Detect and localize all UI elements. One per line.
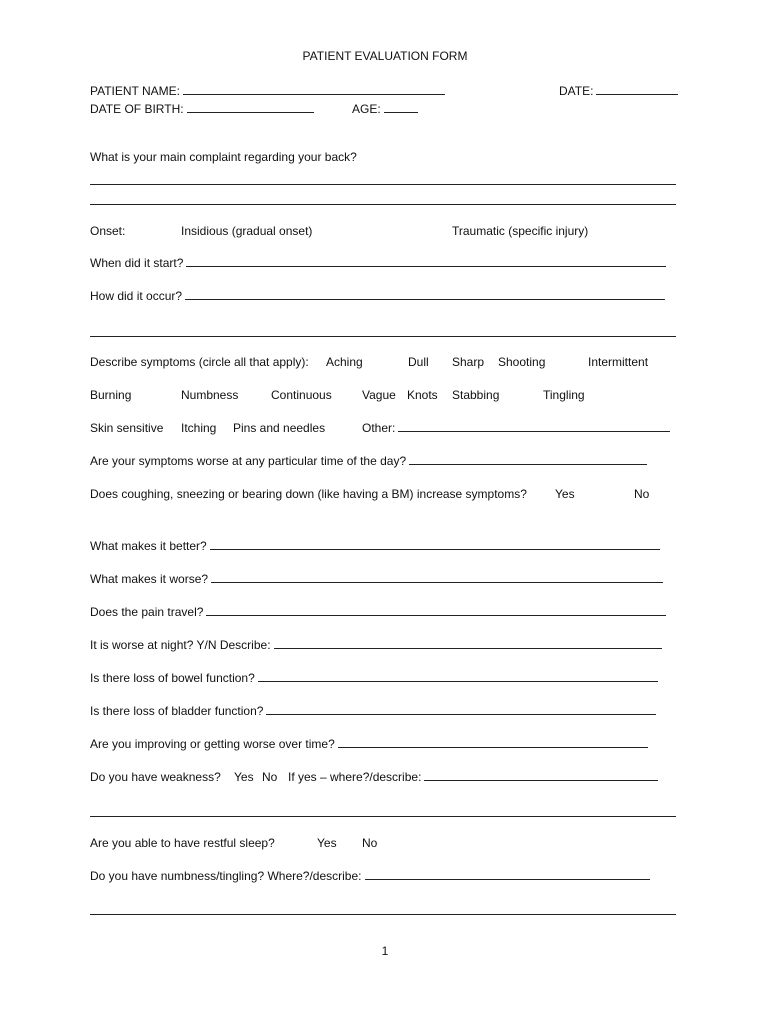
symptom-option[interactable]: Continuous bbox=[271, 388, 332, 402]
weakness-describe-field[interactable] bbox=[424, 770, 658, 781]
how-occur-line-2[interactable] bbox=[90, 336, 676, 337]
bowel-question: Is there loss of bowel function? bbox=[90, 671, 255, 685]
age-field[interactable] bbox=[384, 102, 418, 113]
symptom-option[interactable]: Tingling bbox=[543, 388, 585, 402]
age-row bbox=[352, 102, 418, 116]
onset-label: Onset: bbox=[90, 224, 126, 238]
symptom-option[interactable]: Vague bbox=[362, 388, 396, 402]
improving-field[interactable] bbox=[338, 737, 648, 748]
symptom-option[interactable]: Sharp bbox=[452, 355, 485, 369]
better-field[interactable] bbox=[210, 539, 660, 550]
patient-name-label: PATIENT NAME: bbox=[90, 84, 181, 98]
symptom-option[interactable]: Shooting bbox=[498, 355, 546, 369]
symptom-option[interactable]: Itching bbox=[181, 421, 217, 435]
when-start-field[interactable] bbox=[186, 256, 666, 267]
symptom-option[interactable]: Pins and needles bbox=[233, 421, 326, 435]
symptom-option[interactable]: Burning bbox=[90, 388, 132, 402]
travel-field[interactable] bbox=[206, 605, 666, 616]
worse-question: What makes it worse? bbox=[90, 572, 209, 586]
numbness-row bbox=[90, 869, 650, 883]
better-question: What makes it better? bbox=[90, 539, 207, 553]
time-of-day-row bbox=[90, 454, 647, 468]
when-start-row bbox=[90, 256, 666, 270]
main-complaint-line-1[interactable] bbox=[90, 184, 676, 185]
worse-row bbox=[90, 572, 663, 586]
night-question: It is worse at night? Y/N Describe: bbox=[90, 638, 271, 652]
symptom-option[interactable]: Stabbing bbox=[452, 388, 500, 402]
improving-question: Are you improving or getting worse over time? bbox=[90, 737, 335, 751]
sleep-question: Are you able to have restful sleep? bbox=[90, 836, 275, 850]
dob-field[interactable] bbox=[187, 102, 314, 113]
numbness-line-2[interactable] bbox=[90, 914, 676, 915]
symptom-option[interactable]: Aching bbox=[326, 355, 363, 369]
improving-row bbox=[90, 737, 648, 751]
time-of-day-question: Are your symptoms worse at any particular time of the day? bbox=[90, 454, 407, 468]
dob-label: DATE OF BIRTH: bbox=[90, 102, 184, 116]
bladder-question: Is there loss of bladder function? bbox=[90, 704, 264, 718]
night-row bbox=[90, 638, 662, 652]
bladder-row bbox=[90, 704, 656, 718]
symptom-option[interactable]: Dull bbox=[408, 355, 429, 369]
symptom-option[interactable]: Intermittent bbox=[588, 355, 649, 369]
date-row bbox=[559, 84, 678, 98]
symptom-option[interactable]: Knots bbox=[407, 388, 438, 402]
date-field[interactable] bbox=[596, 84, 678, 95]
how-occur-question: How did it occur? bbox=[90, 289, 183, 303]
symptom-option[interactable]: Numbness bbox=[181, 388, 239, 402]
onset-option-insidious[interactable]: Insidious (gradual onset) bbox=[181, 224, 313, 238]
sleep-yes-option[interactable]: Yes bbox=[317, 836, 337, 850]
bowel-field[interactable] bbox=[258, 671, 658, 682]
weakness-no-option[interactable]: No bbox=[262, 770, 278, 784]
page-number: 1 bbox=[381, 944, 389, 958]
weakness-describe-label: If yes – where?/describe: bbox=[288, 770, 422, 784]
weakness-describe-row bbox=[288, 770, 658, 784]
other-row bbox=[362, 421, 670, 435]
symptoms-prompt: Describe symptoms (circle all that apply): bbox=[90, 355, 309, 369]
weakness-question: Do you have weakness? bbox=[90, 770, 221, 784]
cough-yes-option[interactable]: Yes bbox=[555, 487, 575, 501]
onset-option-traumatic[interactable]: Traumatic (specific injury) bbox=[452, 224, 589, 238]
other-field[interactable] bbox=[398, 421, 670, 432]
main-complaint-question: What is your main complaint regarding your back? bbox=[90, 150, 357, 164]
night-field[interactable] bbox=[274, 638, 662, 649]
numbness-question: Do you have numbness/tingling? Where?/describe: bbox=[90, 869, 362, 883]
patient-name-field[interactable] bbox=[183, 84, 445, 95]
main-complaint-line-2[interactable] bbox=[90, 204, 676, 205]
page-title: PATIENT EVALUATION FORM bbox=[302, 49, 468, 63]
weakness-yes-option[interactable]: Yes bbox=[234, 770, 254, 784]
cough-no-option[interactable]: No bbox=[634, 487, 650, 501]
numbness-field[interactable] bbox=[365, 869, 650, 880]
cough-question: Does coughing, sneezing or bearing down (like having a BM) increase symptoms? bbox=[90, 487, 527, 501]
when-start-question: When did it start? bbox=[90, 256, 184, 270]
how-occur-row bbox=[90, 289, 665, 303]
travel-question: Does the pain travel? bbox=[90, 605, 204, 619]
better-row bbox=[90, 539, 660, 553]
patient-name-row bbox=[90, 84, 445, 98]
age-label: AGE: bbox=[352, 102, 381, 116]
symptom-option[interactable]: Skin sensitive bbox=[90, 421, 164, 435]
how-occur-field[interactable] bbox=[185, 289, 665, 300]
sleep-no-option[interactable]: No bbox=[362, 836, 378, 850]
dob-row bbox=[90, 102, 314, 116]
other-label: Other: bbox=[362, 421, 396, 435]
date-label: DATE: bbox=[559, 84, 594, 98]
worse-field[interactable] bbox=[211, 572, 663, 583]
bladder-field[interactable] bbox=[266, 704, 656, 715]
time-of-day-field[interactable] bbox=[409, 454, 647, 465]
bowel-row bbox=[90, 671, 658, 685]
weakness-line-2[interactable] bbox=[90, 816, 676, 817]
travel-row bbox=[90, 605, 666, 619]
